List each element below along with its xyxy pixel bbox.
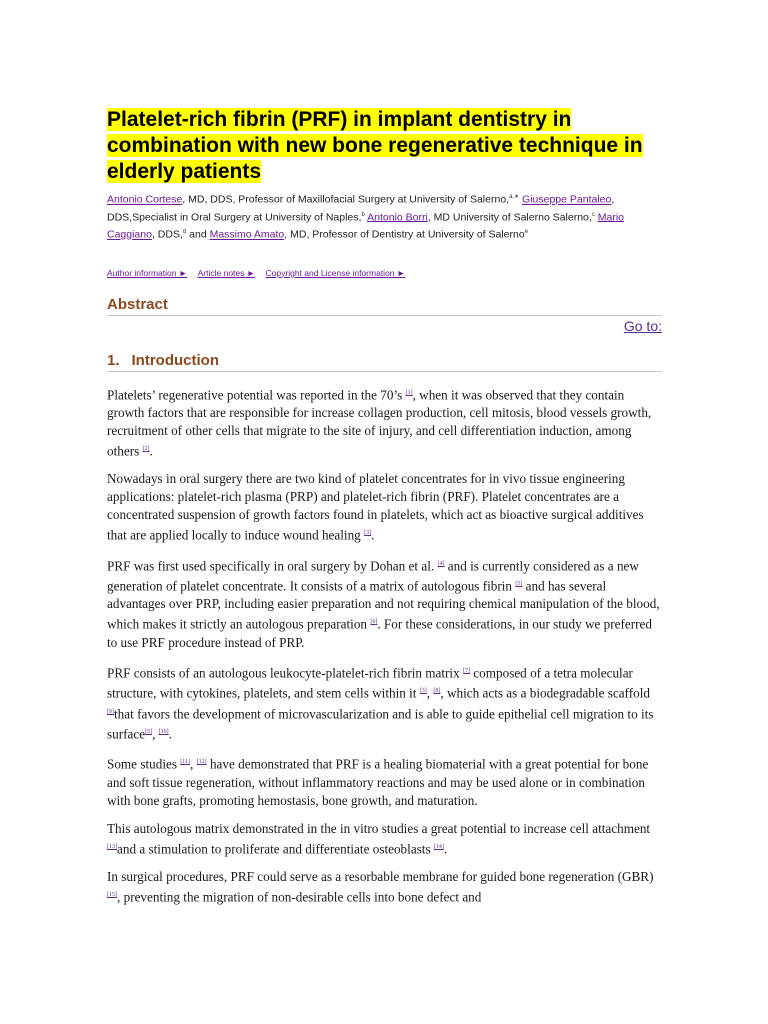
info-link[interactable]: Author information ► [107, 267, 188, 278]
author-separator: and [189, 228, 210, 241]
citation-link[interactable]: [14] [433, 843, 444, 850]
author-affiliation: , MD University of Salerno Salerno, [427, 211, 592, 223]
citation-link[interactable]: [5] [515, 581, 523, 588]
body-paragraph: Platelets’ regenerative potential was reported in the 70’s [1], when it was observed that they contain growth factors that are responsible for increase collagen production, cell mitosis, blood vessels growth, recruitment of other cells that migrate to the site of injury, and cell differentiation induction, among others [2]. [107, 386, 652, 459]
citation-link[interactable]: [6] [370, 619, 378, 626]
body-paragraph: PRF was first used specifically in oral surgery by Dohan et al. [4] and is currently considered as a new generation of platelet concentrate. It consists of a matrix of autologous fibrin [5] and has several advantages over PRP, including easier preparation and not requiring chemical manipulation of the blood, which makes it strictly an autologous preparation [6]. For these considerations, in our study we preferred to use PRF procedure instead of PRP. [107, 558, 660, 650]
author-link[interactable]: Massimo Amato [209, 228, 285, 241]
author-link[interactable]: Antonio Borri [367, 211, 428, 223]
info-link[interactable]: Article notes ► [197, 267, 256, 278]
citation-link[interactable]: [13] [107, 843, 117, 850]
citation-link[interactable]: [3] [364, 530, 372, 537]
body-paragraph: In surgical procedures, PRF could serve as a resorbable membrane for guided bone regeneration (GBR) [15], preventing the migration of non-desirable cells into bone defect and [107, 869, 654, 905]
author-link[interactable]: Giuseppe Pantaleo [522, 193, 612, 206]
affiliation-mark: a,∗ [509, 194, 520, 200]
citation-link[interactable]: [4] [437, 560, 445, 567]
body-paragraph: Some studies [11], [12] have demonstrated that PRF is a healing biomaterial with a great potential for bone and soft tissue regeneration, without inflammatory reactions and may be used alone or in combination with bone grafts, promoting hemostasis, bone growth, and maturation. [107, 756, 649, 808]
author-affiliation: , DDS, [151, 228, 183, 241]
citation-link[interactable]: [9] [107, 708, 114, 715]
article-title-text: Platelet-rich fibrin (PRF) in implant dentistry in combination with new bone regenerative technique in elderly patients [107, 108, 643, 183]
citation-link[interactable]: [5] [145, 729, 153, 736]
goto-link[interactable]: Go to: [623, 317, 662, 334]
author-affiliation: , MD, Professor of Dentistry at University of Salerno [284, 228, 525, 241]
citation-link[interactable]: [12] [196, 759, 207, 766]
author-affiliation: , DDS,Specialist in Oral Surgery at University of Naples, [107, 193, 615, 223]
citation-link[interactable]: [3] [419, 688, 427, 695]
section-title: Introduction [131, 351, 219, 369]
article-body [107, 384, 662, 907]
citation-link[interactable]: [8] [433, 688, 441, 695]
affiliation-mark: e [524, 229, 529, 235]
info-links-bar [107, 268, 662, 278]
author-link[interactable]: Mario Caggiano [107, 211, 624, 241]
article-title [107, 107, 662, 185]
abstract-heading: Abstract [107, 296, 662, 316]
author-link[interactable]: Antonio Cortese [107, 193, 183, 206]
author-list [107, 190, 662, 243]
article [107, 107, 662, 907]
citation-link[interactable]: [1] [405, 389, 413, 396]
affiliation-mark: d [182, 229, 187, 235]
citation-link[interactable]: [10] [158, 729, 169, 736]
affiliation-mark: b [361, 211, 365, 218]
author-affiliation: , MD, DDS, Professor of Maxillofacial Surgery at University of Salerno, [182, 193, 510, 206]
section-number: 1. [107, 351, 120, 369]
affiliation-mark: c [591, 211, 595, 218]
body-paragraph: PRF consists of an autologous leukocyte-platelet-rich fibrin matrix [7] composed of a tetra molecular structure, with cytokines, platelets, and stem cells within it [3], [8], which acts as a biodegradable scaffold [9]that favors the development of microvascularization and is able to guide epithelial cell migration to its surface[5], [10]. [107, 665, 654, 742]
citation-link[interactable]: [11] [180, 759, 191, 766]
citation-link[interactable]: [15] [107, 892, 117, 899]
citation-link[interactable]: [2] [142, 445, 150, 452]
introduction-heading [107, 352, 662, 372]
info-link[interactable]: Copyright and License information ► [265, 267, 406, 278]
citation-link[interactable]: [7] [463, 667, 470, 674]
body-paragraph: Nowadays in oral surgery there are two kind of platelet concentrates for in vivo tissue engineering applications: platelet-rich plasma (PRP) and platelet-rich fibrin (PRF). Platelet concentrates are a concentrated suspension of growth factors found in platelets, which act as bioactive surgical additives that are applied locally to induce wound healing [3]. [107, 471, 644, 543]
body-paragraph: This autologous matrix demonstrated in the in vitro studies a great potential to increase cell attachment [13]and a stimulation to proliferate and differentiate osteoblasts [14]. [107, 820, 651, 857]
